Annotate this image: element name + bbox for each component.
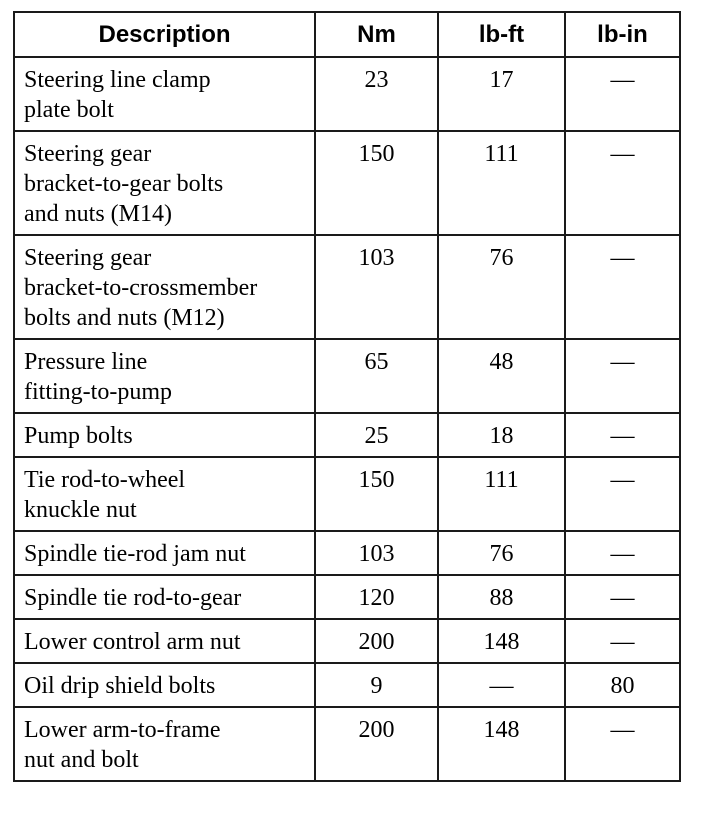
lb-ft-cell: 17 bbox=[438, 57, 565, 131]
nm-cell: 150 bbox=[315, 457, 438, 531]
nm-cell: 150 bbox=[315, 131, 438, 235]
table-row bbox=[14, 57, 680, 131]
table-row bbox=[14, 707, 680, 781]
lb-ft-cell: — bbox=[438, 663, 565, 707]
description-line: Steering line clamp bbox=[24, 67, 211, 93]
nm-cell: 9 bbox=[315, 663, 438, 707]
description-line: Spindle tie-rod jam nut bbox=[24, 541, 246, 567]
lb-in-cell: — bbox=[565, 339, 680, 413]
description-cell bbox=[14, 413, 315, 457]
description-cell bbox=[14, 575, 315, 619]
header-nm: Nm bbox=[315, 12, 438, 57]
description-cell bbox=[14, 619, 315, 663]
description-line: Spindle tie rod-to-gear bbox=[24, 585, 242, 611]
description-line: and nuts (M14) bbox=[24, 201, 172, 227]
nm-cell: 103 bbox=[315, 531, 438, 575]
description-line: Oil drip shield bolts bbox=[24, 673, 216, 699]
header-lb-in: lb-in bbox=[565, 12, 680, 57]
table-row bbox=[14, 235, 680, 339]
lb-in-cell: — bbox=[565, 235, 680, 339]
lb-ft-cell: 111 bbox=[438, 457, 565, 531]
description-line: nut and bolt bbox=[24, 747, 139, 773]
lb-ft-cell: 18 bbox=[438, 413, 565, 457]
description-line: bracket-to-gear bolts bbox=[24, 171, 224, 197]
lb-ft-cell: 148 bbox=[438, 619, 565, 663]
description-cell bbox=[14, 131, 315, 235]
table-row bbox=[14, 457, 680, 531]
lb-in-cell: — bbox=[565, 457, 680, 531]
nm-cell: 25 bbox=[315, 413, 438, 457]
description-cell bbox=[14, 707, 315, 781]
description-cell bbox=[14, 235, 315, 339]
lb-in-cell: — bbox=[565, 531, 680, 575]
table-row bbox=[14, 531, 680, 575]
table-row bbox=[14, 663, 680, 707]
lb-ft-cell: 148 bbox=[438, 707, 565, 781]
header-description: Description bbox=[14, 12, 315, 57]
description-cell bbox=[14, 57, 315, 131]
description-cell bbox=[14, 663, 315, 707]
description-line: Steering gear bbox=[24, 245, 152, 271]
table-row bbox=[14, 575, 680, 619]
lb-ft-cell: 88 bbox=[438, 575, 565, 619]
table-header-row bbox=[14, 12, 680, 57]
lb-in-cell: — bbox=[565, 619, 680, 663]
table-row bbox=[14, 413, 680, 457]
table-body bbox=[14, 57, 680, 781]
lb-in-cell: — bbox=[565, 575, 680, 619]
description-line: Lower control arm nut bbox=[24, 629, 241, 655]
description-line: fitting-to-pump bbox=[24, 379, 172, 405]
lb-ft-cell: 76 bbox=[438, 235, 565, 339]
description-cell bbox=[14, 339, 315, 413]
nm-cell: 103 bbox=[315, 235, 438, 339]
nm-cell: 200 bbox=[315, 707, 438, 781]
description-line: knuckle nut bbox=[24, 497, 137, 523]
lb-ft-cell: 76 bbox=[438, 531, 565, 575]
description-line: bolts and nuts (M12) bbox=[24, 305, 225, 331]
lb-ft-cell: 48 bbox=[438, 339, 565, 413]
nm-cell: 200 bbox=[315, 619, 438, 663]
table-row bbox=[14, 619, 680, 663]
table-row bbox=[14, 339, 680, 413]
lb-in-cell: 80 bbox=[565, 663, 680, 707]
torque-spec-table bbox=[13, 11, 681, 782]
description-line: bracket-to-crossmember bbox=[24, 275, 258, 301]
description-line: Pressure line bbox=[24, 349, 148, 375]
description-line: plate bolt bbox=[24, 97, 114, 123]
description-cell bbox=[14, 457, 315, 531]
table-row bbox=[14, 131, 680, 235]
lb-in-cell: — bbox=[565, 413, 680, 457]
description-line: Lower arm-to-frame bbox=[24, 717, 221, 743]
lb-in-cell: — bbox=[565, 57, 680, 131]
nm-cell: 65 bbox=[315, 339, 438, 413]
description-line: Tie rod-to-wheel bbox=[24, 467, 186, 493]
header-lb-ft: lb-ft bbox=[438, 12, 565, 57]
nm-cell: 120 bbox=[315, 575, 438, 619]
lb-ft-cell: 111 bbox=[438, 131, 565, 235]
description-cell bbox=[14, 531, 315, 575]
lb-in-cell: — bbox=[565, 131, 680, 235]
nm-cell: 23 bbox=[315, 57, 438, 131]
description-line: Pump bolts bbox=[24, 423, 133, 449]
description-line: Steering gear bbox=[24, 141, 152, 167]
lb-in-cell: — bbox=[565, 707, 680, 781]
